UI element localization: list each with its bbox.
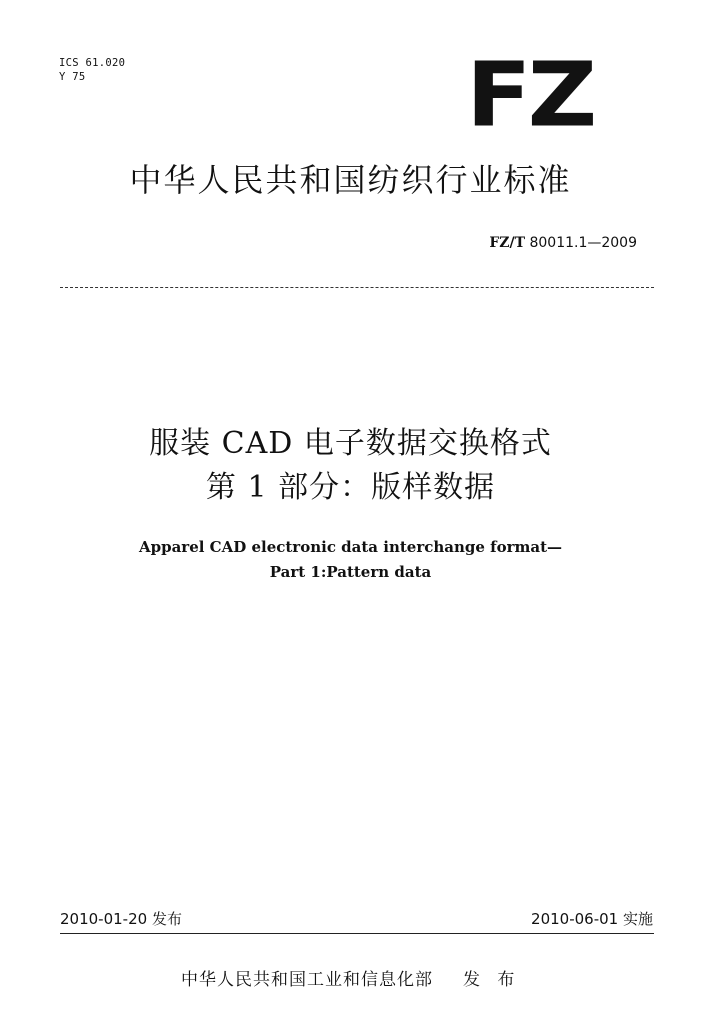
title-cn-line2: 第 1 部分：版样数据 bbox=[205, 470, 496, 505]
title-en-line2: Part 1:Pattern data bbox=[269, 563, 432, 581]
footer-divider bbox=[60, 933, 654, 934]
issue-date: 2010-01-20 发布 bbox=[60, 910, 182, 928]
fz-logo: FZ bbox=[466, 42, 594, 147]
classification-codes bbox=[59, 56, 125, 84]
standard-prefix: FZ/T bbox=[489, 235, 526, 251]
publish-label: 发 布 bbox=[463, 970, 521, 990]
title-cn-line1: 服装 CAD 电子数据交换格式 bbox=[149, 426, 552, 461]
header-divider bbox=[60, 287, 654, 288]
ics-code: ICS 61.020 bbox=[59, 57, 126, 69]
publisher bbox=[181, 969, 520, 991]
title-en-line1: Apparel CAD electronic data interchange format— bbox=[138, 538, 563, 556]
publisher-name: 中华人民共和国工业和信息化部 bbox=[181, 970, 433, 990]
standard-code: 80011.1—2009 bbox=[529, 235, 637, 251]
standard-number bbox=[489, 234, 637, 252]
implementation-date: 2010-06-01 实施 bbox=[531, 910, 653, 928]
org-title: 中华人民共和国纺织行业标准 bbox=[129, 161, 572, 199]
category-code: Y 75 bbox=[59, 71, 86, 83]
